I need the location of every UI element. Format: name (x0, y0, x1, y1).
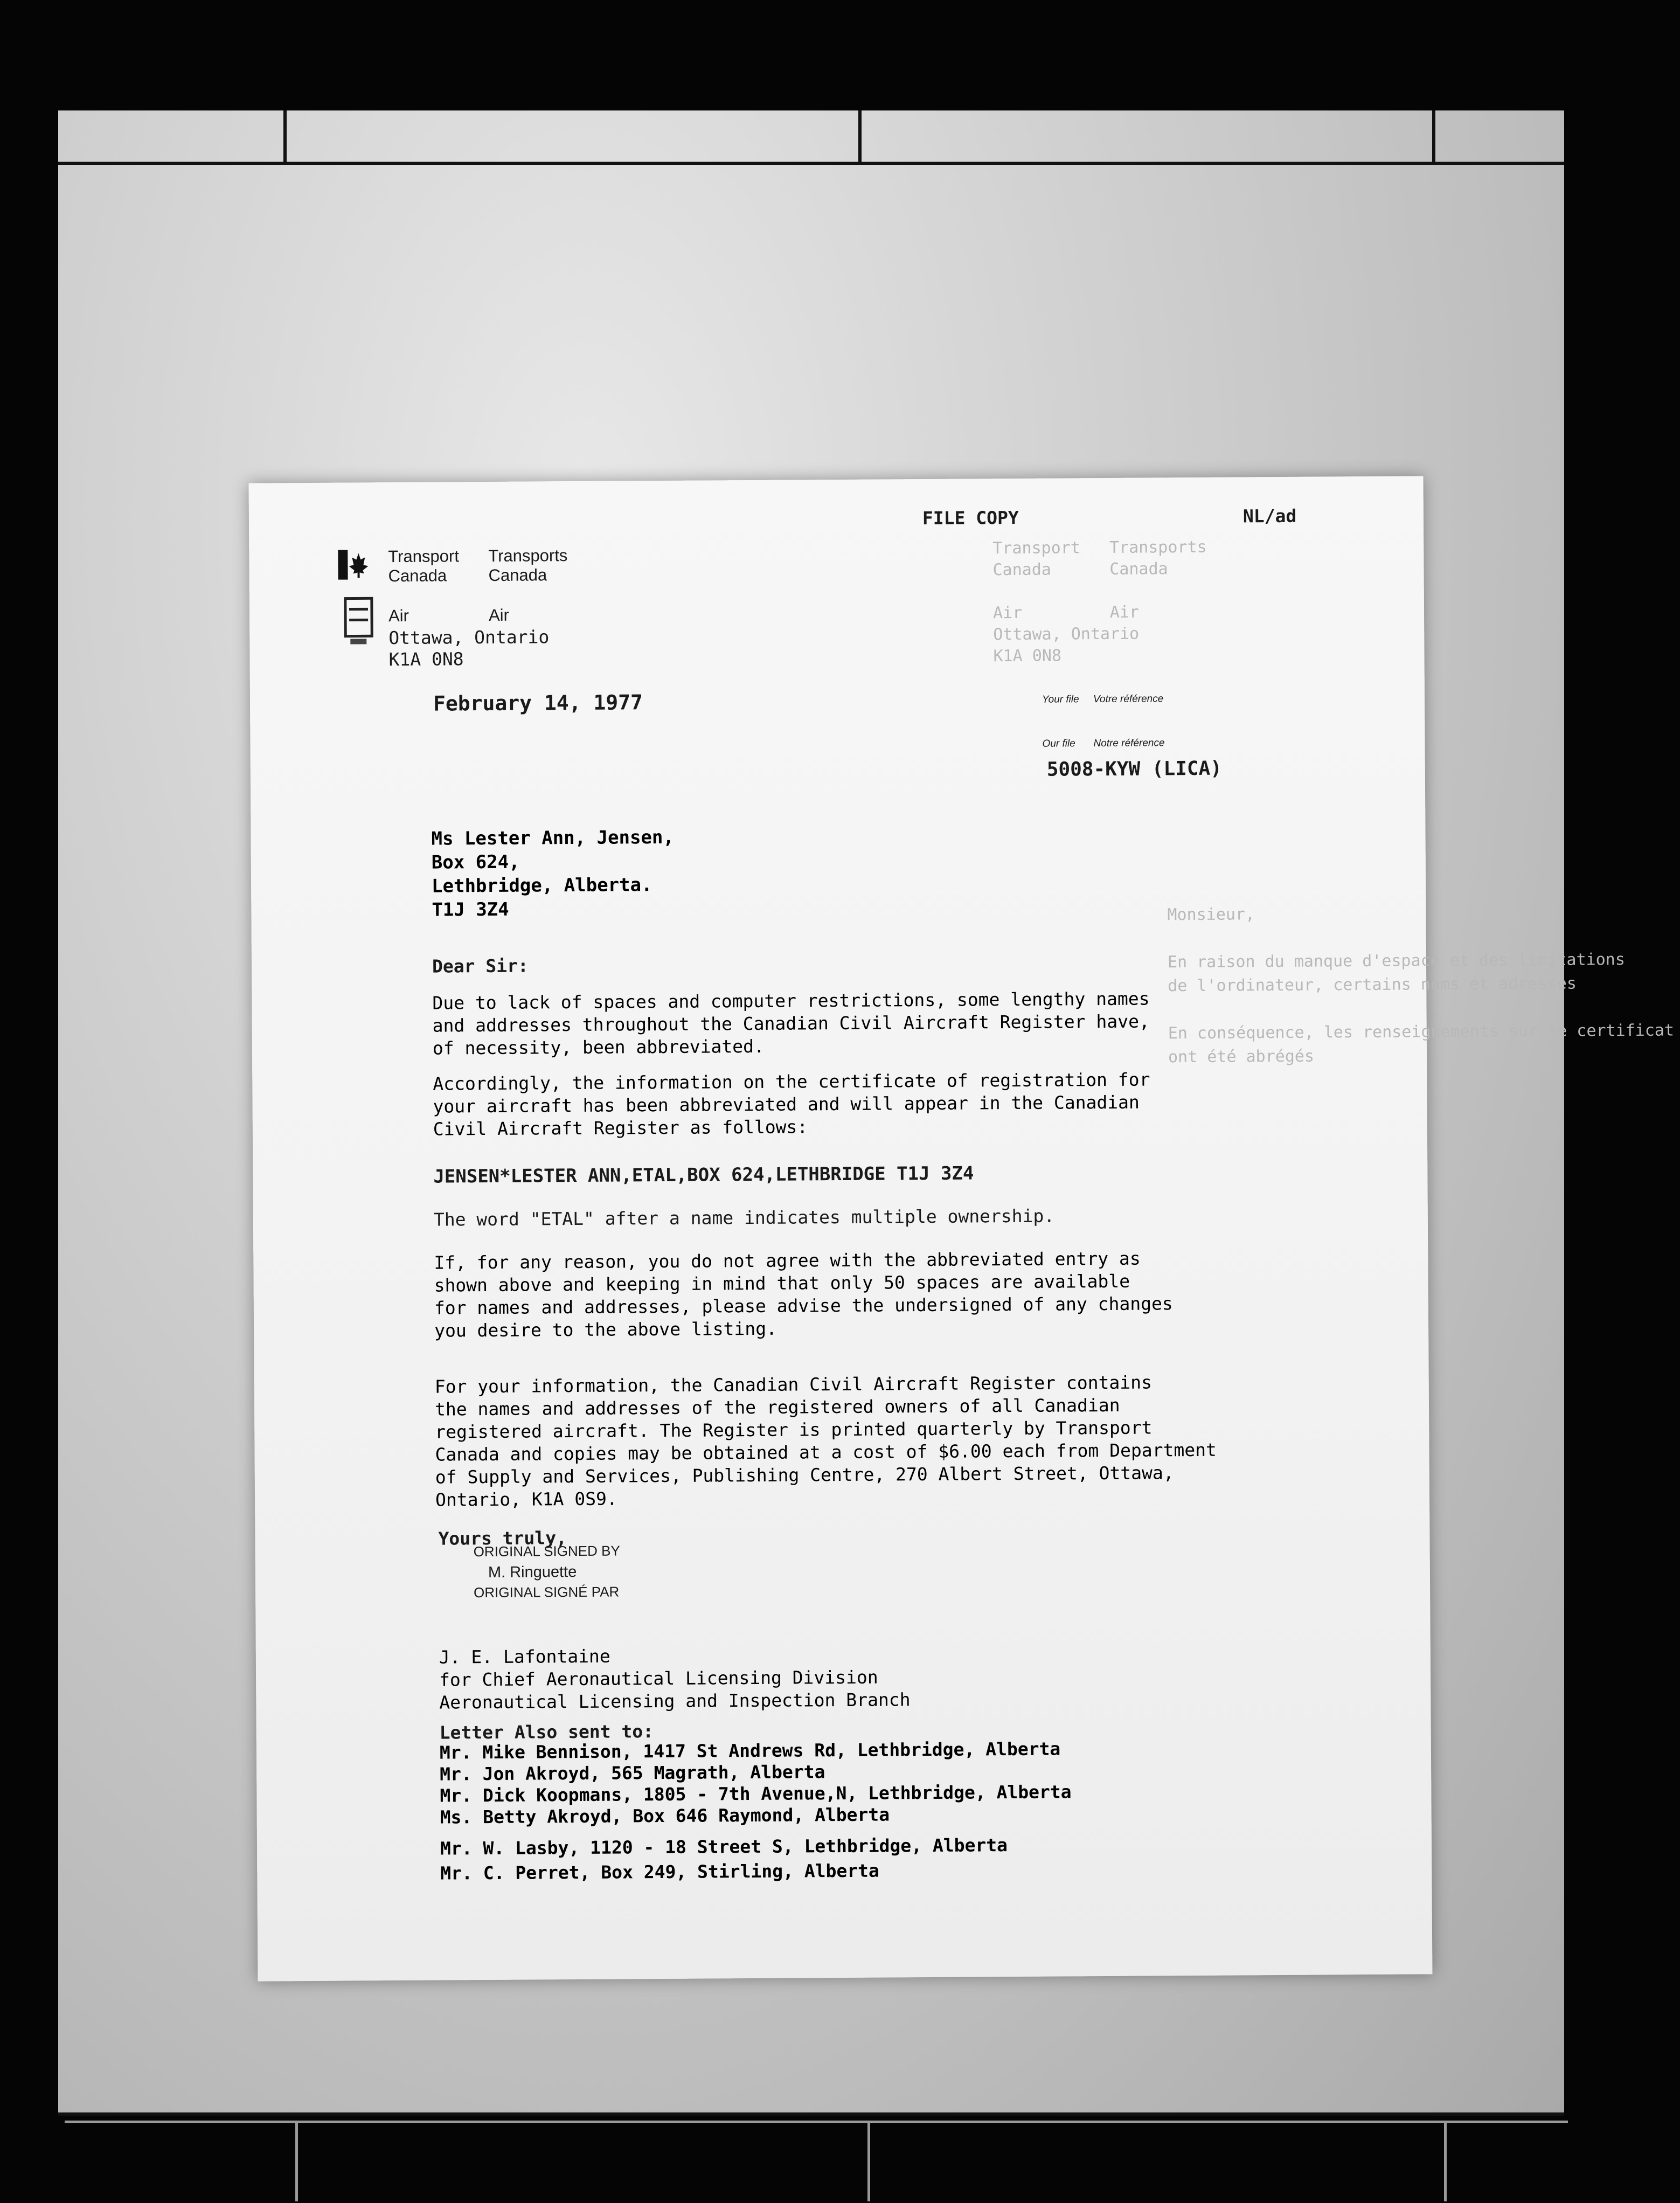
address-city-line: Ottawa, Ontario (388, 626, 550, 649)
file-copy-label: FILE COPY (922, 507, 1019, 529)
paragraph-5 (435, 1371, 1217, 1512)
dept-fr: Air (488, 605, 510, 625)
p5-line-4: Canada and copies may be obtained at a cost of $6.00 each from Department (435, 1439, 1217, 1465)
paragraph-1 (432, 987, 1150, 1059)
address-postal: K1A 0N8 (388, 648, 464, 670)
votre-reference-label: Votre référence (1093, 693, 1164, 705)
paragraph-4 (434, 1247, 1173, 1342)
p5-line-2: the names and addresses of the registered owners of all Canadian (434, 1394, 1120, 1420)
cc-item-4: Ms. Betty Akroyd, Box 646 Raymond, Alberta (440, 1804, 890, 1828)
stamp-signe: ORIGINAL SIGNÉ PAR (474, 1583, 620, 1601)
p5-line-1: For your information, the Canadian Civil Aircraft Register contains (434, 1371, 1153, 1397)
register-entry: JENSEN*LESTER ANN,ETAL,BOX 624,LETHBRIDGE T1J 3Z4 (433, 1162, 974, 1188)
signatory-line-3: Aeronautical Licensing and Inspection Branch (439, 1689, 911, 1713)
p2-line-1: Accordingly, the information on the certificate of registration for (433, 1069, 1150, 1094)
salutation: Dear Sir: (432, 955, 529, 977)
cc-item-3: Mr. Dick Koopmans, 1805 - 7th Avenue,N, Lethbridge, Alberta (440, 1781, 1072, 1806)
cc-item-6: Mr. C. Perret, Box 249, Stirling, Alberta (440, 1860, 879, 1884)
paragraph-3: The word "ETAL" after a name indicates multiple ownership. (433, 1205, 1055, 1230)
signatory-block (439, 1643, 911, 1714)
p4-line-1: If, for any reason, you do not agree with the abbreviated entry as (434, 1248, 1141, 1273)
org-name-fr-2: Canada (488, 565, 547, 585)
bottom-tick-1 (293, 2112, 296, 2114)
show-through-text: Transport Transports Canada Canada Air Air Ottawa, Ontario K1A 0N8 (992, 537, 1207, 666)
p1-line-3: of necessity, been abbreviated. (432, 1035, 765, 1059)
notre-reference-label: Notre référence (1093, 737, 1165, 750)
p2-line-2: your aircraft has been abbreviated and will appear in the Canadian (433, 1091, 1140, 1117)
top-tick-2 (858, 110, 862, 164)
canada-flag-icon (338, 550, 370, 579)
p4-line-2: shown above and keeping in mind that only 50 spaces are available (434, 1270, 1130, 1296)
bottom-strip-tick-1 (295, 2121, 298, 2201)
cc-heading: Letter Also sent to: (439, 1721, 654, 1743)
p5-line-6: Ontario, K1A 0S9. (435, 1488, 617, 1511)
recipient-line-3: Lethbridge, Alberta. (431, 874, 652, 897)
signatory-line-2: for Chief Aeronautical Licensing Division (439, 1666, 878, 1691)
recipient-line-2: Box 624, (431, 851, 520, 874)
top-tick-1 (283, 110, 287, 164)
your-file-label: Your file (1042, 694, 1079, 705)
cc-item-2: Mr. Jon Akroyd, 565 Magrath, Alberta (440, 1761, 825, 1785)
show-through-body: Monsieur, En raison du manque d'espace et des limitations de l'ordinateur, certains noms et adresses En conséquence, les renseignements sur le certificat ont été abrégés (1167, 905, 1675, 1067)
cc-list (440, 1738, 1072, 1884)
top-tick-3 (1432, 110, 1435, 164)
closing: Yours truly, (438, 1527, 567, 1549)
paragraph-2 (433, 1068, 1150, 1140)
p1-line-2: and addresses throughout the Canadian Civil Aircraft Register have, (432, 1010, 1150, 1036)
p2-line-3: Civil Aircraft Register as follows: (433, 1116, 808, 1140)
cc-item-1: Mr. Mike Bennison, 1417 St Andrews Rd, Lethbridge, Alberta (439, 1738, 1061, 1763)
p5-line-5: of Supply and Services, Publishing Centre, 270 Albert Street, Ottawa, (435, 1462, 1174, 1488)
org-name-en: Transport (388, 546, 459, 566)
org-name-en-2: Canada (388, 566, 447, 586)
p4-line-3: for names and addresses, please advise the undersigned of any changes (434, 1293, 1173, 1319)
cc-item-5: Mr. W. Lasby, 1120 - 18 Street S, Lethbridge, Alberta (440, 1834, 1008, 1859)
p1-line-1: Due to lack of spaces and computer restrictions, some lengthy names (432, 988, 1150, 1014)
p5-line-3: registered aircraft. The Register is printed quarterly by Transport (435, 1417, 1153, 1443)
bottom-strip-tick-2 (867, 2121, 870, 2201)
p4-line-4: you desire to the above listing. (434, 1318, 777, 1341)
typist-initials: NL/ad (1242, 505, 1297, 527)
recipient-line-4: T1J 3Z4 (432, 898, 509, 921)
org-name-fr: Transports (488, 546, 568, 565)
our-file-label: Our file (1042, 738, 1075, 750)
dept-en: Air (388, 606, 409, 626)
signatory-line-1: J. E. Lafontaine (439, 1645, 610, 1668)
registry-stamp-icon (344, 595, 374, 647)
recipient-line-1: Ms Lester Ann, Jensen, (431, 826, 675, 850)
our-file-number: 5008-KYW (LICA) (1046, 757, 1223, 781)
letter-date: February 14, 1977 (433, 690, 643, 716)
bottom-strip-tick-3 (1444, 2121, 1447, 2201)
letter-page (249, 476, 1675, 1981)
stamp-signed: ORIGINAL SIGNED BY (473, 1542, 620, 1560)
recipient-address (431, 826, 674, 922)
bottom-strip-line (65, 2121, 1568, 2123)
bottom-border-line (58, 2112, 1564, 2116)
stamp-name: M. Ringuette (488, 1563, 577, 1582)
